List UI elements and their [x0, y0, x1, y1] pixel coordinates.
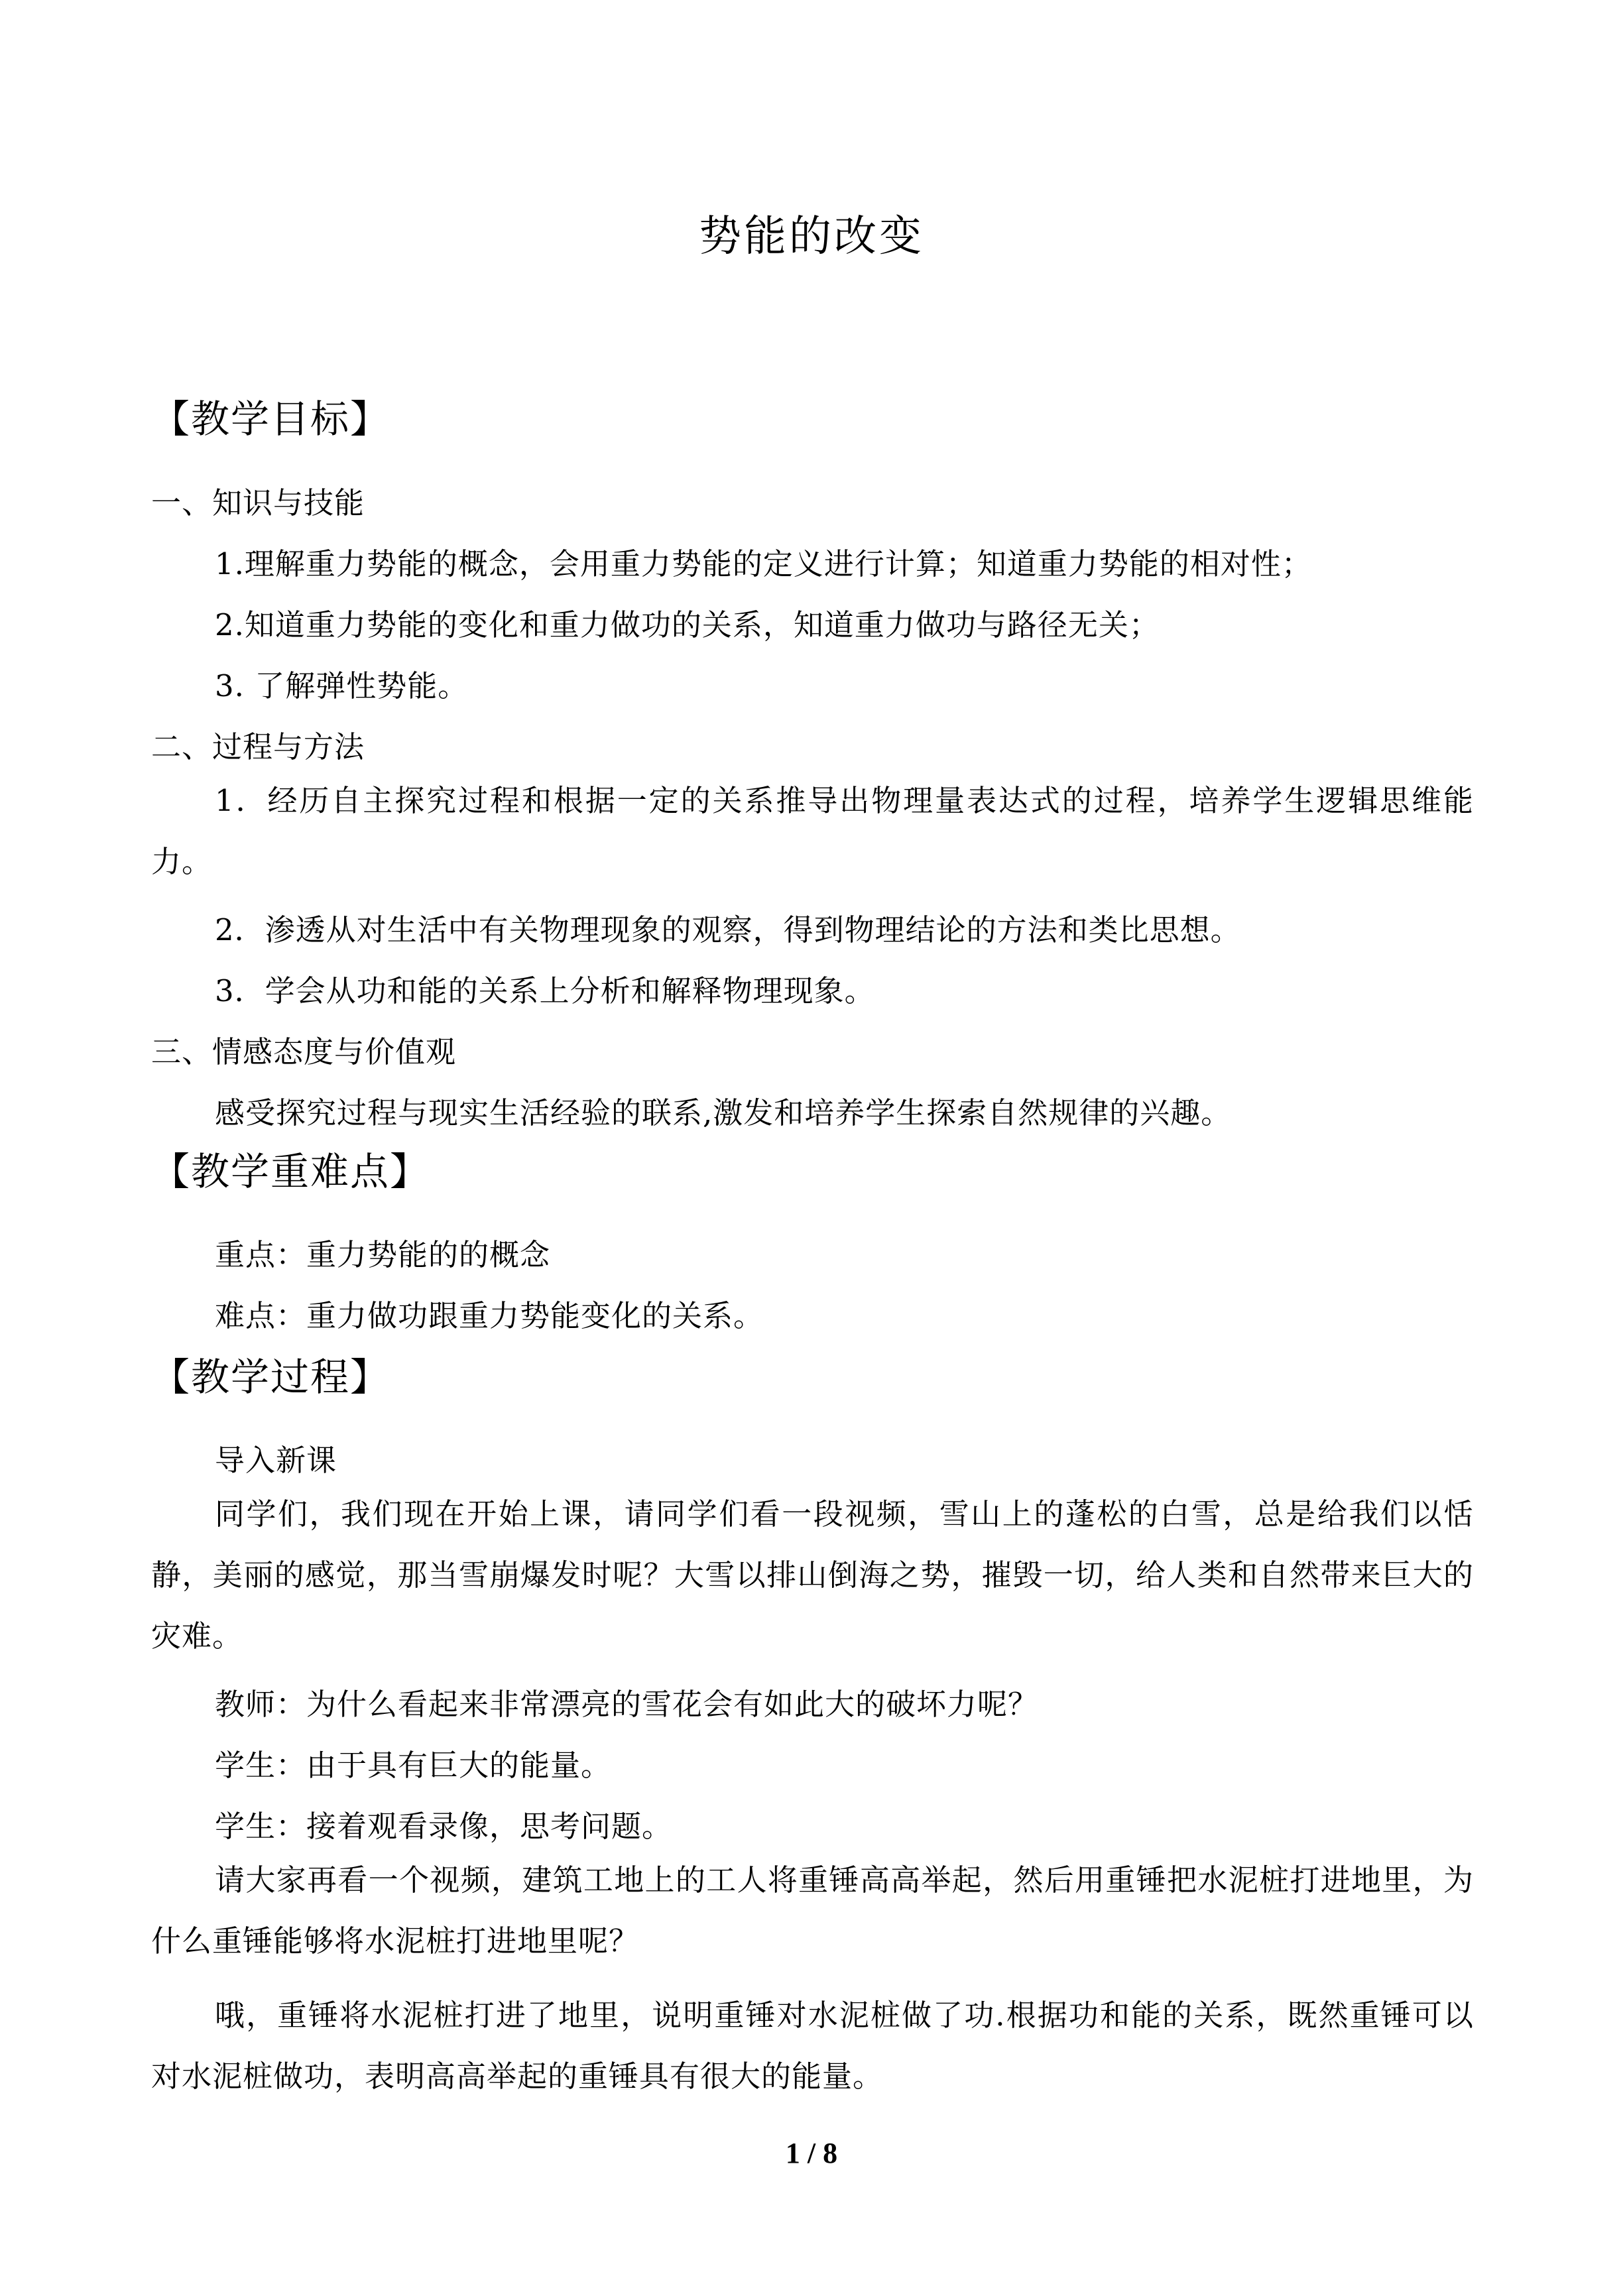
objective-item: 2.知道重力势能的变化和重力做功的关系，知道重力做功与路径无关；	[215, 607, 1160, 642]
dialogue-line: 学生：由于具有巨大的能量。	[215, 1748, 612, 1783]
subheading-knowledge-skills: 一、知识与技能	[151, 485, 365, 520]
section-heading-objectives: 【教学目标】	[151, 396, 391, 442]
process-paragraph: 同学们，我们现在开始上课，请同学们看一段视频，雪山上的蓬松的白雪，总是给我们以恬静，美丽的感觉，那当雪崩爆发时呢？大雪以排山倒海之势，摧毁一切，给人类和自然带来巨大的灾难。	[151, 1496, 1474, 1654]
objective-paragraph: 1．经历自主探究过程和根据一定的关系推导出物理量表达式的过程，培养学生逻辑思维能力。	[151, 783, 1474, 879]
process-intro: 导入新课	[215, 1443, 337, 1478]
document-title: 势能的改变	[699, 212, 924, 261]
process-paragraph: 哦，重锤将水泥桩打进了地里，说明重锤对水泥桩做了功.根据功和能的关系，既然重锤可以对水泥桩做功，表明高高举起的重锤具有很大的能量。	[151, 1998, 1474, 2094]
subheading-attitudes-values: 三、情感态度与价值观	[151, 1034, 457, 1069]
objective-item: 感受探究过程与现实生活经验的联系,激发和培养学生探索自然规律的兴趣。	[215, 1095, 1232, 1130]
objective-item: 3. 了解弹性势能。	[215, 668, 469, 703]
dialogue-line: 教师：为什么看起来非常漂亮的雪花会有如此大的破坏力呢？	[215, 1687, 1039, 1722]
subheading-process-methods: 二、过程与方法	[151, 729, 365, 764]
objective-item: 1.理解重力势能的概念，会用重力势能的定义进行计算；知道重力势能的相对性；	[215, 546, 1312, 581]
key-point-difficulty: 难点：重力做功跟重力势能变化的关系。	[215, 1298, 764, 1333]
section-heading-key-points: 【教学重难点】	[151, 1149, 430, 1194]
process-paragraph: 请大家再看一个视频，建筑工地上的工人将重锤高高举起，然后用重锤把水泥桩打进地里，为什么重锤能够将水泥桩打进地里呢？	[151, 1862, 1474, 1959]
dialogue-line: 学生：接着观看录像，思考问题。	[215, 1809, 673, 1844]
objective-item: 2．渗透从对生活中有关物理现象的观察，得到物理结论的方法和类比思想。	[215, 912, 1241, 947]
key-point-focus: 重点：重力势能的的概念	[215, 1237, 551, 1272]
objective-item: 3．学会从功和能的关系上分析和解释物理现象。	[215, 973, 875, 1008]
section-heading-process: 【教学过程】	[151, 1355, 391, 1400]
page-number: 1 / 8	[785, 2137, 838, 2169]
